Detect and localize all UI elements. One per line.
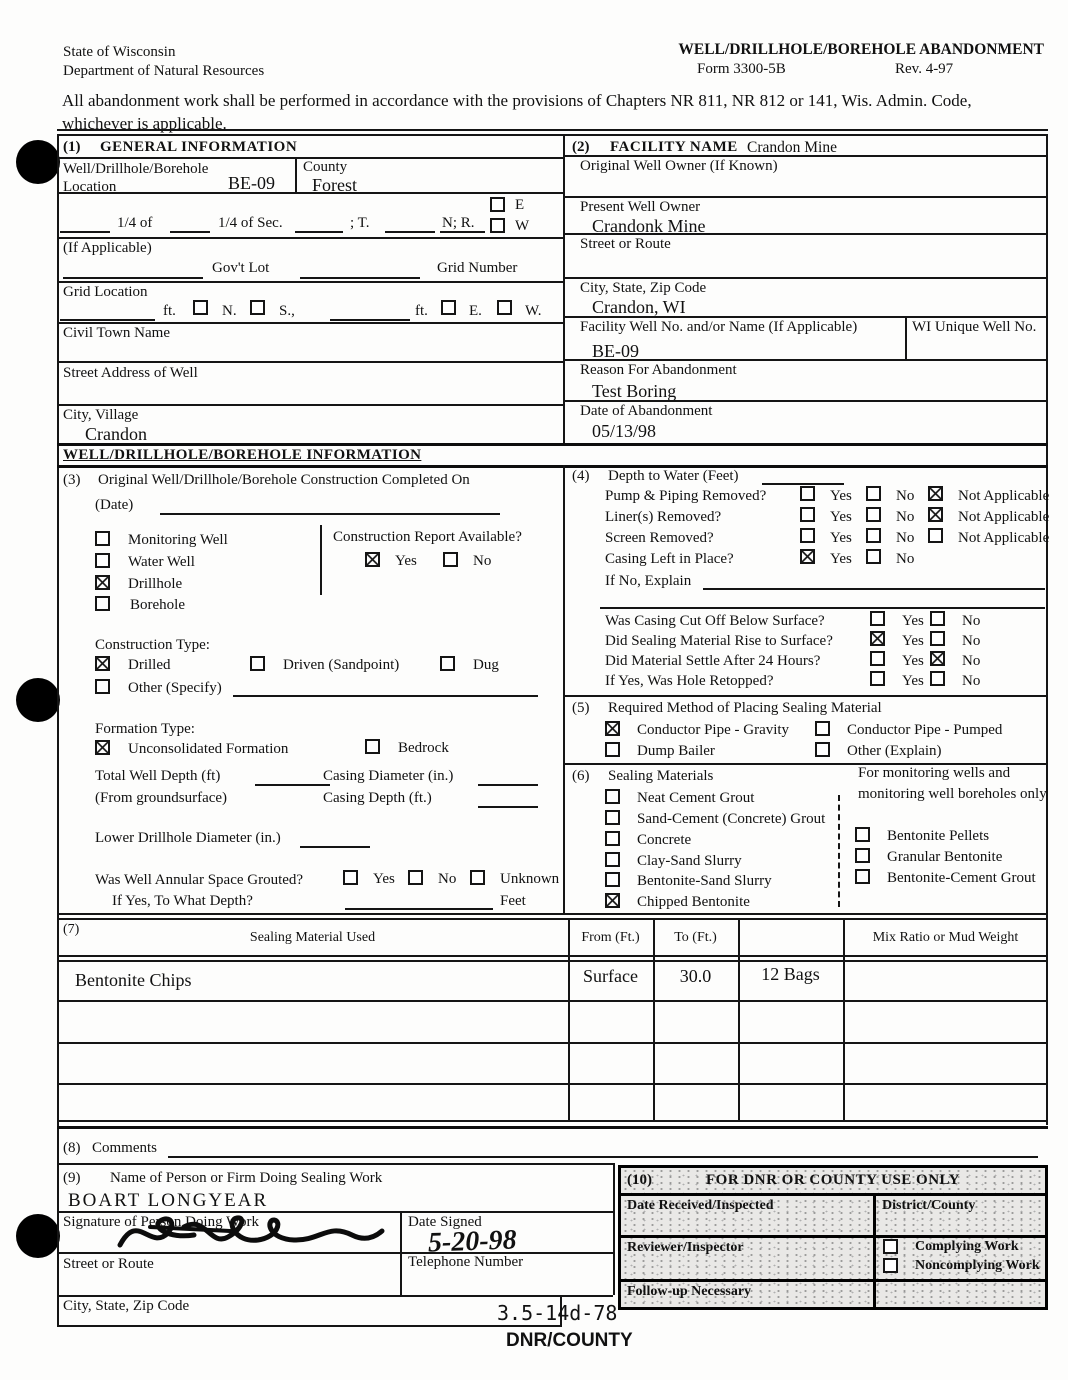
- west2-checkbox[interactable]: [497, 300, 512, 315]
- settle-yes-checkbox[interactable]: [870, 651, 885, 666]
- other-construction-blank[interactable]: [233, 694, 538, 697]
- agency-line-2: Department of Natural Resources: [63, 63, 265, 79]
- bentonite-pellets-label: Bentonite Pellets: [887, 828, 990, 844]
- telephone-label: Telephone Number: [408, 1254, 524, 1270]
- city-state-zip-label-9: City, State, Zip Code: [63, 1298, 190, 1314]
- concrete-checkbox[interactable]: [605, 831, 620, 846]
- grid-number-label: Grid Number: [437, 260, 518, 276]
- report-yes-checkbox[interactable]: [365, 552, 380, 567]
- settle-no-checkbox[interactable]: [930, 651, 945, 666]
- screen-yes-label: Yes: [830, 530, 852, 546]
- range-label: N; R.: [442, 215, 475, 231]
- drillhole-label: Drillhole: [128, 576, 183, 592]
- sand-cement-label: Sand-Cement (Concrete) Grout: [637, 811, 826, 827]
- clay-sand-label: Clay-Sand Slurry: [637, 853, 742, 869]
- abandonment-date-value[interactable]: 05/13/98: [592, 421, 657, 441]
- grouted-unknown-checkbox[interactable]: [470, 870, 485, 885]
- retop-yes-label: Yes: [902, 673, 924, 689]
- pump-na-checkbox[interactable]: [928, 486, 943, 501]
- pump-na-label: Not Applicable: [958, 488, 1050, 504]
- township-label: ; T.: [350, 215, 370, 231]
- gravity-label: Conductor Pipe - Gravity: [637, 722, 790, 738]
- quarter1-label: 1/4 of: [117, 215, 153, 231]
- present-owner-label: Present Well Owner: [580, 199, 701, 215]
- section3-heading: Original Well/Drillhole/Borehole Construction Completed On: [98, 472, 470, 488]
- sealer-name-label: Name of Person or Firm Doing Sealing Work: [110, 1170, 383, 1186]
- construction-type-label: Construction Type:: [95, 637, 210, 653]
- city-state-zip-label: City, State, Zip Code: [580, 280, 707, 296]
- city-state-zip-value[interactable]: Crandon, WI: [592, 297, 686, 317]
- east2-label: E.: [469, 303, 482, 319]
- form-title: WELL/DRILLHOLE/BOREHOLE ABANDONMENT: [678, 41, 1044, 58]
- dump-bailer-checkbox[interactable]: [605, 742, 620, 757]
- liner-no-checkbox[interactable]: [866, 507, 881, 522]
- settle-question: Did Material Settle After 24 Hours?: [605, 653, 821, 669]
- section6-heading: Sealing Materials: [608, 768, 714, 784]
- casing-depth-label: Casing Depth (ft.): [323, 790, 432, 806]
- borehole-checkbox[interactable]: [95, 596, 110, 611]
- bentonite-cement-label: Bentonite-Cement Grout: [887, 870, 1036, 886]
- casing-yes-label: Yes: [830, 551, 852, 567]
- section2-heading: FACILITY NAME: [610, 139, 738, 155]
- noncomplying-label: Noncomplying Work: [915, 1258, 1040, 1273]
- settle-yes-label: Yes: [902, 653, 924, 669]
- drilled-label: Drilled: [128, 657, 171, 673]
- construction-date-blank[interactable]: [160, 512, 500, 515]
- complying-checkbox[interactable]: [883, 1239, 898, 1254]
- section9-number: (9): [63, 1170, 81, 1186]
- quarter2-label: 1/4 of Sec.: [218, 215, 283, 231]
- section6-number: (6): [572, 768, 590, 784]
- screen-question: Screen Removed?: [605, 530, 714, 546]
- report-no-checkbox[interactable]: [443, 552, 458, 567]
- followup-label: Follow-up Necessary: [627, 1284, 752, 1299]
- other-construction-label: Other (Specify): [128, 680, 222, 696]
- location-value[interactable]: BE-09: [228, 173, 275, 193]
- county-label: County: [303, 159, 348, 175]
- screen-yes-checkbox[interactable]: [800, 528, 815, 543]
- col-to-header: To (Ft.): [674, 930, 717, 945]
- range-blank2[interactable]: [440, 230, 485, 233]
- granular-bentonite-checkbox[interactable]: [855, 848, 870, 863]
- other-method-label: Other (Explain): [847, 743, 942, 759]
- lower-diameter-blank[interactable]: [300, 845, 370, 848]
- casing-diameter-blank[interactable]: [478, 783, 538, 786]
- notice-text: All abandonment work shall be performed in accordance with the provisions of Chapters NR 811, NR 812 or 141, Wis. Admin. Code, whichever is applicable.: [62, 91, 972, 133]
- bentonite-sand-label: Bentonite-Sand Slurry: [637, 873, 772, 889]
- city-village-label: City, Village: [63, 407, 139, 423]
- sealer-name-value[interactable]: BOART LONGYEAR: [68, 1190, 269, 1211]
- cutoff-yes-checkbox[interactable]: [870, 611, 885, 626]
- explain-blank-1[interactable]: [703, 587, 1045, 590]
- pumped-checkbox[interactable]: [815, 721, 830, 736]
- pump-yes-checkbox[interactable]: [800, 486, 815, 501]
- pump-no-checkbox[interactable]: [866, 486, 881, 501]
- screen-no-checkbox[interactable]: [866, 528, 881, 543]
- complying-label: Complying Work: [915, 1239, 1019, 1254]
- driven-checkbox[interactable]: [250, 656, 265, 671]
- bedrock-label: Bedrock: [398, 740, 449, 756]
- dashed-divider: [838, 795, 840, 907]
- dump-bailer-label: Dump Bailer: [637, 743, 715, 759]
- monitoring-note-2: monitoring well boreholes only: [858, 786, 1047, 802]
- cutoff-no-checkbox[interactable]: [930, 611, 945, 626]
- monitoring-note-1: For monitoring wells and: [858, 765, 1011, 781]
- liner-yes-checkbox[interactable]: [800, 507, 815, 522]
- cutoff-no-label: No: [962, 613, 981, 629]
- lower-diameter-label: Lower Drillhole Diameter (in.): [95, 830, 281, 846]
- settle-no-label: No: [962, 653, 981, 669]
- if-applicable-label: (If Applicable): [63, 240, 152, 256]
- retop-question: If Yes, Was Hole Retopped?: [605, 673, 774, 689]
- punch-hole-icon: [16, 1214, 60, 1258]
- grid-location-label: Grid Location: [63, 284, 148, 300]
- abandonment-date-label: Date of Abandonment: [580, 403, 713, 419]
- monitoring-well-label: Monitoring Well: [128, 532, 228, 548]
- casing-yes-checkbox[interactable]: [800, 549, 815, 564]
- ft-label-1: ft.: [163, 303, 176, 319]
- section1-heading: GENERAL INFORMATION: [100, 139, 298, 155]
- bentonite-cement-checkbox[interactable]: [855, 869, 870, 884]
- rise-question: Did Sealing Material Rise to Surface?: [605, 633, 833, 649]
- east-checkbox[interactable]: [490, 197, 505, 212]
- pump-yes-label: Yes: [830, 488, 852, 504]
- retop-yes-checkbox[interactable]: [870, 671, 885, 686]
- drilled-checkbox[interactable]: [95, 656, 110, 671]
- report-question: Construction Report Available?: [333, 529, 522, 545]
- cutoff-yes-label: Yes: [902, 613, 924, 629]
- dug-label: Dug: [473, 657, 499, 673]
- gravity-checkbox[interactable]: [605, 721, 620, 736]
- wi-unique-label: WI Unique Well No.: [912, 319, 1037, 335]
- screen-na-checkbox[interactable]: [928, 528, 943, 543]
- driven-label: Driven (Sandpoint): [283, 657, 400, 673]
- monitoring-well-checkbox[interactable]: [95, 531, 110, 546]
- dnr-use-title: FOR DNR OR COUNTY USE ONLY: [706, 1172, 960, 1188]
- date-signed-label: Date Signed: [408, 1214, 482, 1230]
- agency-line-1: State of Wisconsin: [63, 44, 176, 60]
- location-label: Well/Drillhole/Borehole: [63, 161, 209, 177]
- section5-number: (5): [572, 700, 590, 716]
- section1-number: (1): [63, 139, 81, 155]
- rise-yes-label: Yes: [902, 633, 924, 649]
- form-revision: Rev. 4-97: [895, 61, 954, 77]
- col-mix-header: Mix Ratio or Mud Weight: [872, 930, 1019, 945]
- quarter1-blank[interactable]: [60, 230, 110, 233]
- facility-name-value[interactable]: Crandon Mine: [747, 139, 837, 156]
- grid-ns-blank[interactable]: [60, 318, 155, 321]
- form-number: Form 3300-5B: [697, 61, 786, 77]
- screen-no-label: No: [896, 530, 915, 546]
- present-owner-value[interactable]: Crandonk Mine: [592, 216, 706, 236]
- county-value[interactable]: Forest: [312, 175, 357, 195]
- column-divider: [563, 134, 565, 443]
- township-blank[interactable]: [385, 230, 435, 233]
- reason-label: Reason For Abandonment: [580, 362, 737, 378]
- section4-number: (4): [572, 468, 590, 484]
- south-label: S.,: [279, 303, 295, 319]
- drillhole-checkbox[interactable]: [95, 575, 110, 590]
- quarter2-blank[interactable]: [170, 230, 210, 233]
- comments-label: Comments: [92, 1140, 158, 1156]
- concrete-label: Concrete: [637, 832, 692, 848]
- water-well-label: Water Well: [128, 554, 195, 570]
- casing-no-label: No: [896, 551, 915, 567]
- document-number: 3.5-14d-78: [497, 1301, 618, 1325]
- dug-checkbox[interactable]: [440, 656, 455, 671]
- street-address-label: Street Address of Well: [63, 365, 198, 381]
- retop-no-checkbox[interactable]: [930, 671, 945, 686]
- liner-na-checkbox[interactable]: [928, 507, 943, 522]
- grouted-depth-blank[interactable]: [345, 907, 493, 910]
- east-label: E: [515, 197, 525, 213]
- table-row-to[interactable]: 30.0: [679, 966, 712, 986]
- civil-town-label: Civil Town Name: [63, 325, 170, 341]
- grouted-no-label: No: [438, 871, 457, 887]
- unconsolidated-label: Unconsolidated Formation: [128, 741, 289, 757]
- bentonite-sand-checkbox[interactable]: [605, 872, 620, 887]
- liner-no-label: No: [896, 509, 915, 525]
- punch-hole-icon: [16, 140, 60, 184]
- reviewer-label: Reviewer/Inspector: [627, 1240, 744, 1255]
- grid-number-blank[interactable]: [300, 276, 420, 279]
- date-signed-value[interactable]: 5-20-98: [427, 1224, 518, 1259]
- grouted-yes-checkbox[interactable]: [343, 870, 358, 885]
- west-checkbox[interactable]: [490, 218, 505, 233]
- east2-checkbox[interactable]: [441, 300, 456, 315]
- casing-no-checkbox[interactable]: [866, 549, 881, 564]
- pump-question: Pump & Piping Removed?: [605, 488, 767, 504]
- grouted-yes-label: Yes: [373, 871, 395, 887]
- city-village-value[interactable]: Crandon: [85, 424, 147, 444]
- reason-value[interactable]: Test Boring: [592, 381, 677, 401]
- street-route-label-9: Street or Route: [63, 1256, 154, 1272]
- casing-depth-blank[interactable]: [478, 805, 538, 808]
- other-construction-checkbox[interactable]: [95, 679, 110, 694]
- street-route-label: Street or Route: [580, 236, 671, 252]
- west2-label: W.: [525, 303, 542, 319]
- pumped-label: Conductor Pipe - Pumped: [847, 722, 1003, 738]
- govt-lot-blank[interactable]: [63, 276, 203, 279]
- grouted-depth-question: If Yes, To What Depth?: [112, 893, 253, 909]
- granular-bentonite-label: Granular Bentonite: [887, 849, 1003, 865]
- rise-yes-checkbox[interactable]: [870, 631, 885, 646]
- section8-number: (8): [63, 1140, 81, 1156]
- section3-number: (3): [63, 472, 81, 488]
- bentonite-pellets-checkbox[interactable]: [855, 827, 870, 842]
- facility-well-no-label: Facility Well No. and/or Name (If Applicable): [580, 319, 858, 335]
- cutoff-question: Was Casing Cut Off Below Surface?: [605, 613, 825, 629]
- grouted-unknown-label: Unknown: [500, 871, 560, 887]
- pump-no-label: No: [896, 488, 915, 504]
- grid-ew-blank[interactable]: [330, 318, 410, 321]
- col-material-header: Sealing Material Used: [249, 930, 376, 945]
- south-checkbox[interactable]: [250, 300, 265, 315]
- rise-no-label: No: [962, 633, 981, 649]
- location-label-2: Location: [63, 179, 117, 195]
- screen-na-label: Not Applicable: [958, 530, 1050, 546]
- table-row-qty[interactable]: 12 Bags: [761, 964, 820, 984]
- liner-question: Liner(s) Removed?: [605, 509, 722, 525]
- table-row-material[interactable]: Bentonite Chips: [75, 970, 192, 990]
- noncomplying-checkbox[interactable]: [883, 1258, 898, 1273]
- north-label: N.: [222, 303, 237, 319]
- formation-type-label: Formation Type:: [95, 721, 195, 737]
- punch-hole-icon: [16, 678, 60, 722]
- liner-yes-label: Yes: [830, 509, 852, 525]
- neat-cement-label: Neat Cement Grout: [637, 790, 755, 806]
- section10-number: (10): [627, 1172, 652, 1188]
- explain-blank-2[interactable]: [600, 606, 1045, 609]
- grouted-no-checkbox[interactable]: [408, 870, 423, 885]
- neat-cement-checkbox[interactable]: [605, 789, 620, 804]
- north-checkbox[interactable]: [193, 300, 208, 315]
- facility-well-no-value[interactable]: BE-09: [592, 341, 639, 361]
- borehole-label: Borehole: [130, 597, 185, 613]
- ft-label-2: ft.: [415, 303, 428, 319]
- original-owner-label: Original Well Owner (If Known): [580, 158, 778, 174]
- chipped-bentonite-label: Chipped Bentonite: [637, 894, 750, 910]
- section5-heading: Required Method of Placing Sealing Material: [608, 700, 882, 716]
- section-blank[interactable]: [295, 230, 343, 233]
- section7-number: (7): [63, 922, 80, 937]
- date-label: (Date): [95, 497, 134, 513]
- unconsolidated-checkbox[interactable]: [95, 740, 110, 755]
- grouted-question: Was Well Annular Space Grouted?: [95, 872, 304, 888]
- section4-heading: Depth to Water (Feet): [608, 468, 739, 484]
- district-county-label: District/County: [882, 1198, 976, 1213]
- info-band-heading: WELL/DRILLHOLE/BOREHOLE INFORMATION: [63, 447, 422, 463]
- rise-no-checkbox[interactable]: [930, 631, 945, 646]
- report-yes-label: Yes: [395, 553, 417, 569]
- depth-to-water-blank[interactable]: [762, 482, 844, 485]
- govt-lot-label: Gov't Lot: [212, 260, 270, 276]
- liner-na-label: Not Applicable: [958, 509, 1050, 525]
- distribution-label: DNR/COUNTY: [506, 1330, 633, 1351]
- bedrock-checkbox[interactable]: [365, 739, 380, 754]
- retop-no-label: No: [962, 673, 981, 689]
- other-method-checkbox[interactable]: [815, 742, 830, 757]
- sand-cement-checkbox[interactable]: [605, 810, 620, 825]
- water-well-checkbox[interactable]: [95, 553, 110, 568]
- report-no-label: No: [473, 553, 492, 569]
- dnr-use-only-box: [618, 1165, 1048, 1310]
- total-depth-blank[interactable]: [255, 783, 330, 786]
- comments-blank[interactable]: [168, 1155, 1038, 1158]
- table-row-from[interactable]: Surface: [583, 966, 638, 986]
- date-received-label: Date Received/Inspected: [627, 1198, 774, 1213]
- section2-number: (2): [572, 139, 590, 155]
- signature-label: Signature of Person Doing Work: [63, 1214, 259, 1230]
- col-from-header: From (Ft.): [581, 930, 640, 945]
- clay-sand-checkbox[interactable]: [605, 852, 620, 867]
- casing-diameter-label: Casing Diameter (in.): [323, 768, 454, 784]
- west-label: W: [515, 218, 530, 234]
- from-ground-label: (From groundsurface): [95, 790, 228, 806]
- feet-label: Feet: [500, 893, 526, 909]
- total-depth-label: Total Well Depth (ft): [95, 768, 221, 784]
- if-no-explain-label: If No, Explain: [605, 573, 692, 589]
- chipped-bentonite-checkbox[interactable]: [605, 893, 620, 908]
- casing-question: Casing Left in Place?: [605, 551, 734, 567]
